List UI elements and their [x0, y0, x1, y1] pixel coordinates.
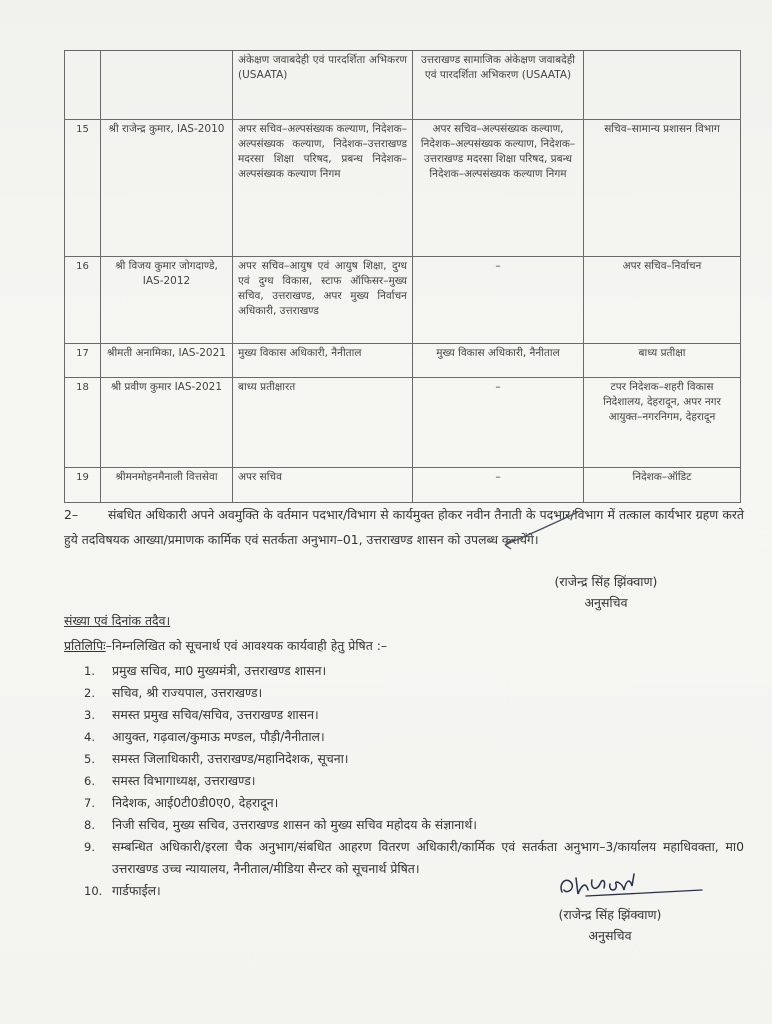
- current-post: उत्तराखण्ड सामाजिक अंकेक्षण जवाबदेही एवं पारदर्शिता अभिकरण (USAATA): [413, 51, 584, 120]
- list-item: [84, 770, 744, 792]
- new-post: अपर सचिव–निर्वाचन: [584, 257, 741, 344]
- list-item-number: 9.: [84, 840, 95, 854]
- list-item-text: समस्त जिलाधिकारी, उत्तराखण्ड/महानिदेशक, सूचना।: [112, 751, 349, 766]
- list-item-text: समस्त विभागाध्यक्ष, उत्तराखण्ड।: [112, 773, 256, 788]
- signatory-block-2: [530, 904, 690, 946]
- new-post: निदेशक–ऑडिट: [584, 468, 741, 503]
- signatory-designation: अनुसचिव: [584, 595, 628, 610]
- list-item-text: प्रमुख सचिव, मा0 मुख्यमंत्री, उत्तराखण्ड शासन।: [112, 663, 327, 678]
- table-row: [65, 468, 741, 503]
- serial-number: 16: [65, 257, 101, 344]
- paragraph-number: 2–: [64, 507, 79, 522]
- list-item: [84, 814, 744, 836]
- list-item-text: आयुक्त, गढ़वाल/कुमाऊ मण्डल, पौड़ी/नैनीताल।: [112, 729, 325, 744]
- serial-number: 15: [65, 120, 101, 257]
- officer-name: श्री राजेन्द्र कुमार, IAS-2010: [101, 120, 233, 257]
- list-item: [84, 704, 744, 726]
- new-post: सचिव–सामान्य प्रशासन विभाग: [584, 120, 741, 257]
- list-item: [84, 726, 744, 748]
- instruction-paragraph: [64, 502, 744, 552]
- copy-to-text: –निम्नलिखित को सूचनार्थ एवं आवश्यक कार्यवाही हेतु प्रेषित :–: [105, 638, 388, 653]
- list-item-number: 8.: [84, 818, 95, 832]
- list-item: [84, 792, 744, 814]
- list-item: [84, 682, 744, 704]
- paragraph-text: संबधित अधिकारी अपने अवमुक्ति के वर्तमान पदभार/विभाग से कार्यमुक्त होकर नवीन तैनाती के पदभार/विभाग में तत्काल कार्यभार ग्रहण करते हुये तदविषयक आख्या/प्रमाणक कार्मिक एवं सतर्कता अनुभाग–01, उत्तराखण्ड शासन को उपलब्ध करायेंगे।: [64, 507, 744, 547]
- table-row: [65, 120, 741, 257]
- list-item-number: 2.: [84, 686, 95, 700]
- officer-name: श्रीमती अनामिका, IAS-2021: [101, 344, 233, 378]
- copy-to-heading: [64, 637, 387, 654]
- officer-name: श्रीमनमोहनमैनाली वित्तसेवा: [101, 468, 233, 503]
- new-post: [584, 51, 741, 120]
- current-post: –: [413, 468, 584, 503]
- current-post: अपर सचिव–अल्पसंख्यक कल्याण, निदेशक–अल्पसंख्यक कल्याण, निदेशक–उत्तराखण्ड मदरसा शिक्षा परिषद, प्रबन्ध निदेशक–अल्पसंख्यक कल्याण निगम: [413, 120, 584, 257]
- serial-number: [65, 51, 101, 120]
- current-post: मुख्य विकास अधिकारी, नैनीताल: [413, 344, 584, 378]
- table-row: [65, 51, 741, 120]
- signatory-designation: अनुसचिव: [588, 928, 632, 943]
- signatory-block-1: [526, 571, 686, 613]
- serial-number: 17: [65, 344, 101, 378]
- list-item-number: 3.: [84, 708, 95, 722]
- serial-number: 19: [65, 468, 101, 503]
- list-item-number: 5.: [84, 752, 95, 766]
- table-row: [65, 378, 741, 468]
- list-item-text: समस्त प्रमुख सचिव/सचिव, उत्तराखण्ड शासन।: [112, 707, 319, 722]
- list-item-number: 1.: [84, 664, 95, 678]
- table-row: [65, 344, 741, 378]
- previous-post: अपर सचिव–अल्पसंख्यक कल्याण, निदेशक–अल्पसंख्यक कल्याण, निदेशक–उत्तराखण्ड मदरसा शिक्षा परिषद, प्रबन्ध निदेशक–अल्पसंख्यक कल्याण निगम: [233, 120, 413, 257]
- current-post: –: [413, 378, 584, 468]
- list-item: [84, 748, 744, 770]
- new-post: बाध्य प्रतीक्षा: [584, 344, 741, 378]
- reference-line: संख्या एवं दिनांक तदैव।: [64, 613, 171, 628]
- table-row: [65, 257, 741, 344]
- previous-post: मुख्य विकास अधिकारी, नैनीताल: [233, 344, 413, 378]
- list-item-text: गार्डफाईल।: [112, 883, 161, 898]
- previous-post: अपर सचिव: [233, 468, 413, 503]
- previous-post: बाध्य प्रतीक्षारत: [233, 378, 413, 468]
- officer-name: श्री प्रवीण कुमार IAS-2021: [101, 378, 233, 468]
- signatory-name: (राजेन्द्र सिंह झिंक्वाण): [558, 907, 662, 922]
- list-item-text: निदेशक, आई0टी0डी0ए0, देहरादून।: [112, 795, 279, 810]
- list-item-text: सचिव, श्री राज्यपाल, उत्तराखण्ड।: [112, 685, 263, 700]
- previous-post: अंकेक्षण जवाबदेही एवं पारदर्शिता अभिकरण (USAATA): [233, 51, 413, 120]
- previous-post: अपर सचिव–आयुष एवं आयुष शिक्षा, दुग्ध एवं दुग्ध विकास, स्टाफ ऑफिसर–मुख्य सचिव, उत्तराखण्ड, अपर मुख्य निर्वाचन अधिकारी, उत्तराखण्ड: [233, 257, 413, 344]
- list-item-number: 10.: [84, 884, 103, 898]
- list-item-text: सम्बन्धित अधिकारी/इरला चैक अनुभाग/संबधित आहरण वितरण अधिकारी/कार्मिक एवं सतर्कता अनुभाग–3/कार्यालय महाधिवक्ता, मा0 उत्तराखण्ड उच्च न्यायालय, नैनीताल/मीडिया सैन्टर को सूचनार्थ प्रेषित।: [112, 839, 744, 876]
- list-item: [84, 660, 744, 682]
- serial-number: 18: [65, 378, 101, 468]
- copy-to-label: प्रतिलिपिः: [64, 638, 106, 653]
- transfer-table: [64, 50, 741, 503]
- copy-to-list: [84, 660, 744, 902]
- list-item-number: 4.: [84, 730, 95, 744]
- list-item-text: निजी सचिव, मुख्य सचिव, उत्तराखण्ड शासन को मुख्य सचिव महोदय के संज्ञानार्थ।: [112, 817, 478, 832]
- list-item-number: 6.: [84, 774, 95, 788]
- officer-name: [101, 51, 233, 120]
- current-post: –: [413, 257, 584, 344]
- new-post: टपर निदेशक–शहरी विकास निदेशालय, देहरादून, अपर नगर आयुक्त–नगरनिगम, देहरादून: [584, 378, 741, 468]
- handwritten-signature: [556, 870, 706, 900]
- signatory-name: (राजेन्द्र सिंह झिंक्वाण): [554, 574, 658, 589]
- list-item-number: 7.: [84, 796, 95, 810]
- officer-name: श्री विजय कुमार जोगदाण्डे, IAS-2012: [101, 257, 233, 344]
